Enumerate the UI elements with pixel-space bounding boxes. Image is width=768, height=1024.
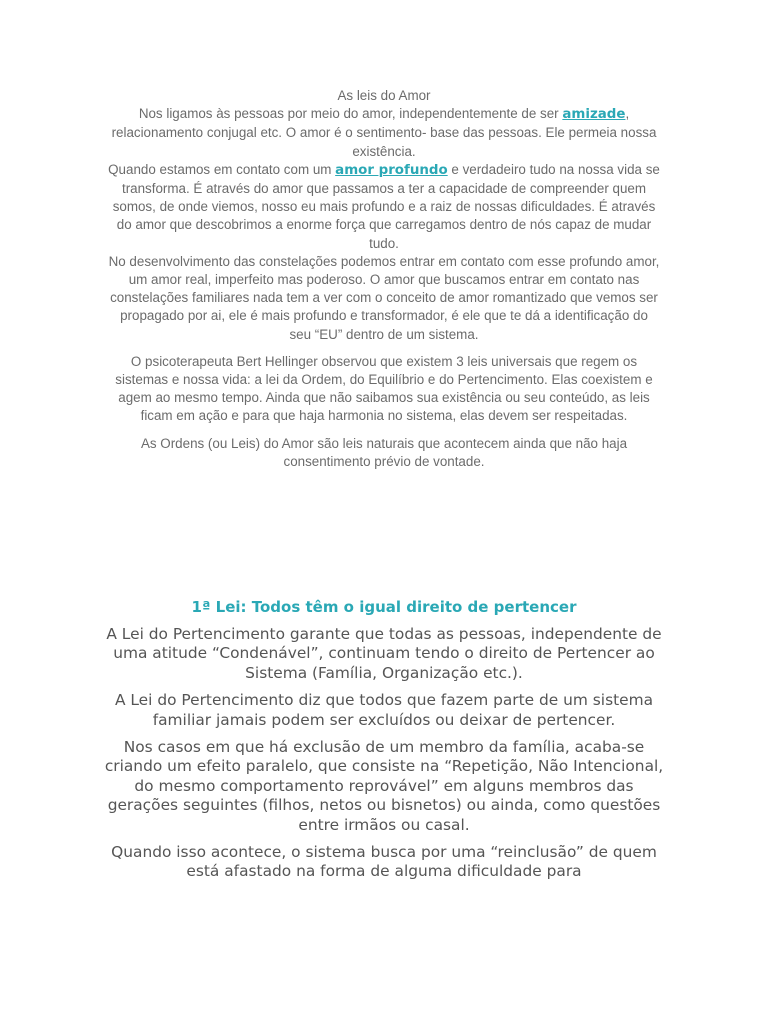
section-heading: 1ª Lei: Todos têm o igual direito de pertencer xyxy=(191,598,577,616)
intro-text: e verdadeiro tudo na nossa vida se transforma. É através do amor que passamos a ter a capacidade de compreender quem somos, de onde viemos, nosso eu mais profundo e a raiz de nossas dificuldades. É através do amor que descobrimos a enorme força que carregamos dentro de nós capaz de mudar tudo. xyxy=(112,161,660,251)
intro-paragraph-2: O psicoterapeuta Bert Hellinger observou que existem 3 leis universais que regem os sistemas e nossa vida: a lei da Ordem, do Equilíbrio e do Pertencimento. Elas coexistem e agem ao mesmo tempo. Ainda que não saibamos sua existência ou seu conteúdo, as leis ficam em ação e para que haja harmonia no sistema, elas devem ser respeitadas. xyxy=(115,353,653,424)
intro-title: As leis do Amor xyxy=(337,88,431,103)
section-paragraph-3: Nos casos em que há exclusão de um membro da família, acaba-se criando um efeito paralelo, que consiste na “Repetição, Não Intencional, do mesmo comportamento reprovável” em alguns membros das gerações seguintes (filhos, netos ou bisnetos) ou ainda, como questões entre irmãos ou casal. xyxy=(104,738,664,834)
section-body xyxy=(104,625,664,890)
intro-text: Quando estamos em contato com um xyxy=(108,161,336,177)
intro-text: , relacionamento conjugal etc. O amor é o sentimento- base das pessoas. Ele permeia nossa existência. xyxy=(111,106,657,159)
section-paragraph-1: A Lei do Pertencimento garante que todas as pessoas, independente de uma atitude “Condenável”, continuam tendo o direito de Pertencer ao Sistema (Família, Organização etc.). xyxy=(106,625,662,682)
intro-text: No desenvolvimento das constelações podemos entrar em contato com esse profundo amor, um amor real, imperfeito mas poderoso. O amor que buscamos entrar em contato nas constelações familiares nada tem a ver com o conceito de amor romantizado que vemos ser propagado por ai, ele é mais profundo e transformador, é ele que te dá a identificação do seu “EU” dentro de um sistema. xyxy=(108,253,660,342)
intro-text: Nos ligamos às pessoas por meio do amor, independentemente de ser xyxy=(138,106,563,122)
intro-paragraph-3: As Ordens (ou Leis) do Amor são leis naturais que acontecem ainda que não haja consentimento prévio de vontade. xyxy=(140,435,628,469)
intro-section xyxy=(108,87,660,471)
section-paragraph-4: Quando isso acontece, o sistema busca por uma “reinclusão” de quem está afastado na forma de alguma dificuldade para xyxy=(111,843,657,881)
intro-paragraph-1 xyxy=(108,87,660,344)
amor-profundo-link[interactable]: amor profundo xyxy=(335,162,448,178)
section-paragraph-2: A Lei do Pertencimento diz que todos que fazem parte de um sistema familiar jamais podem ser excluídos ou deixar de pertencer. xyxy=(114,691,654,729)
amizade-link[interactable]: amizade xyxy=(562,107,626,123)
